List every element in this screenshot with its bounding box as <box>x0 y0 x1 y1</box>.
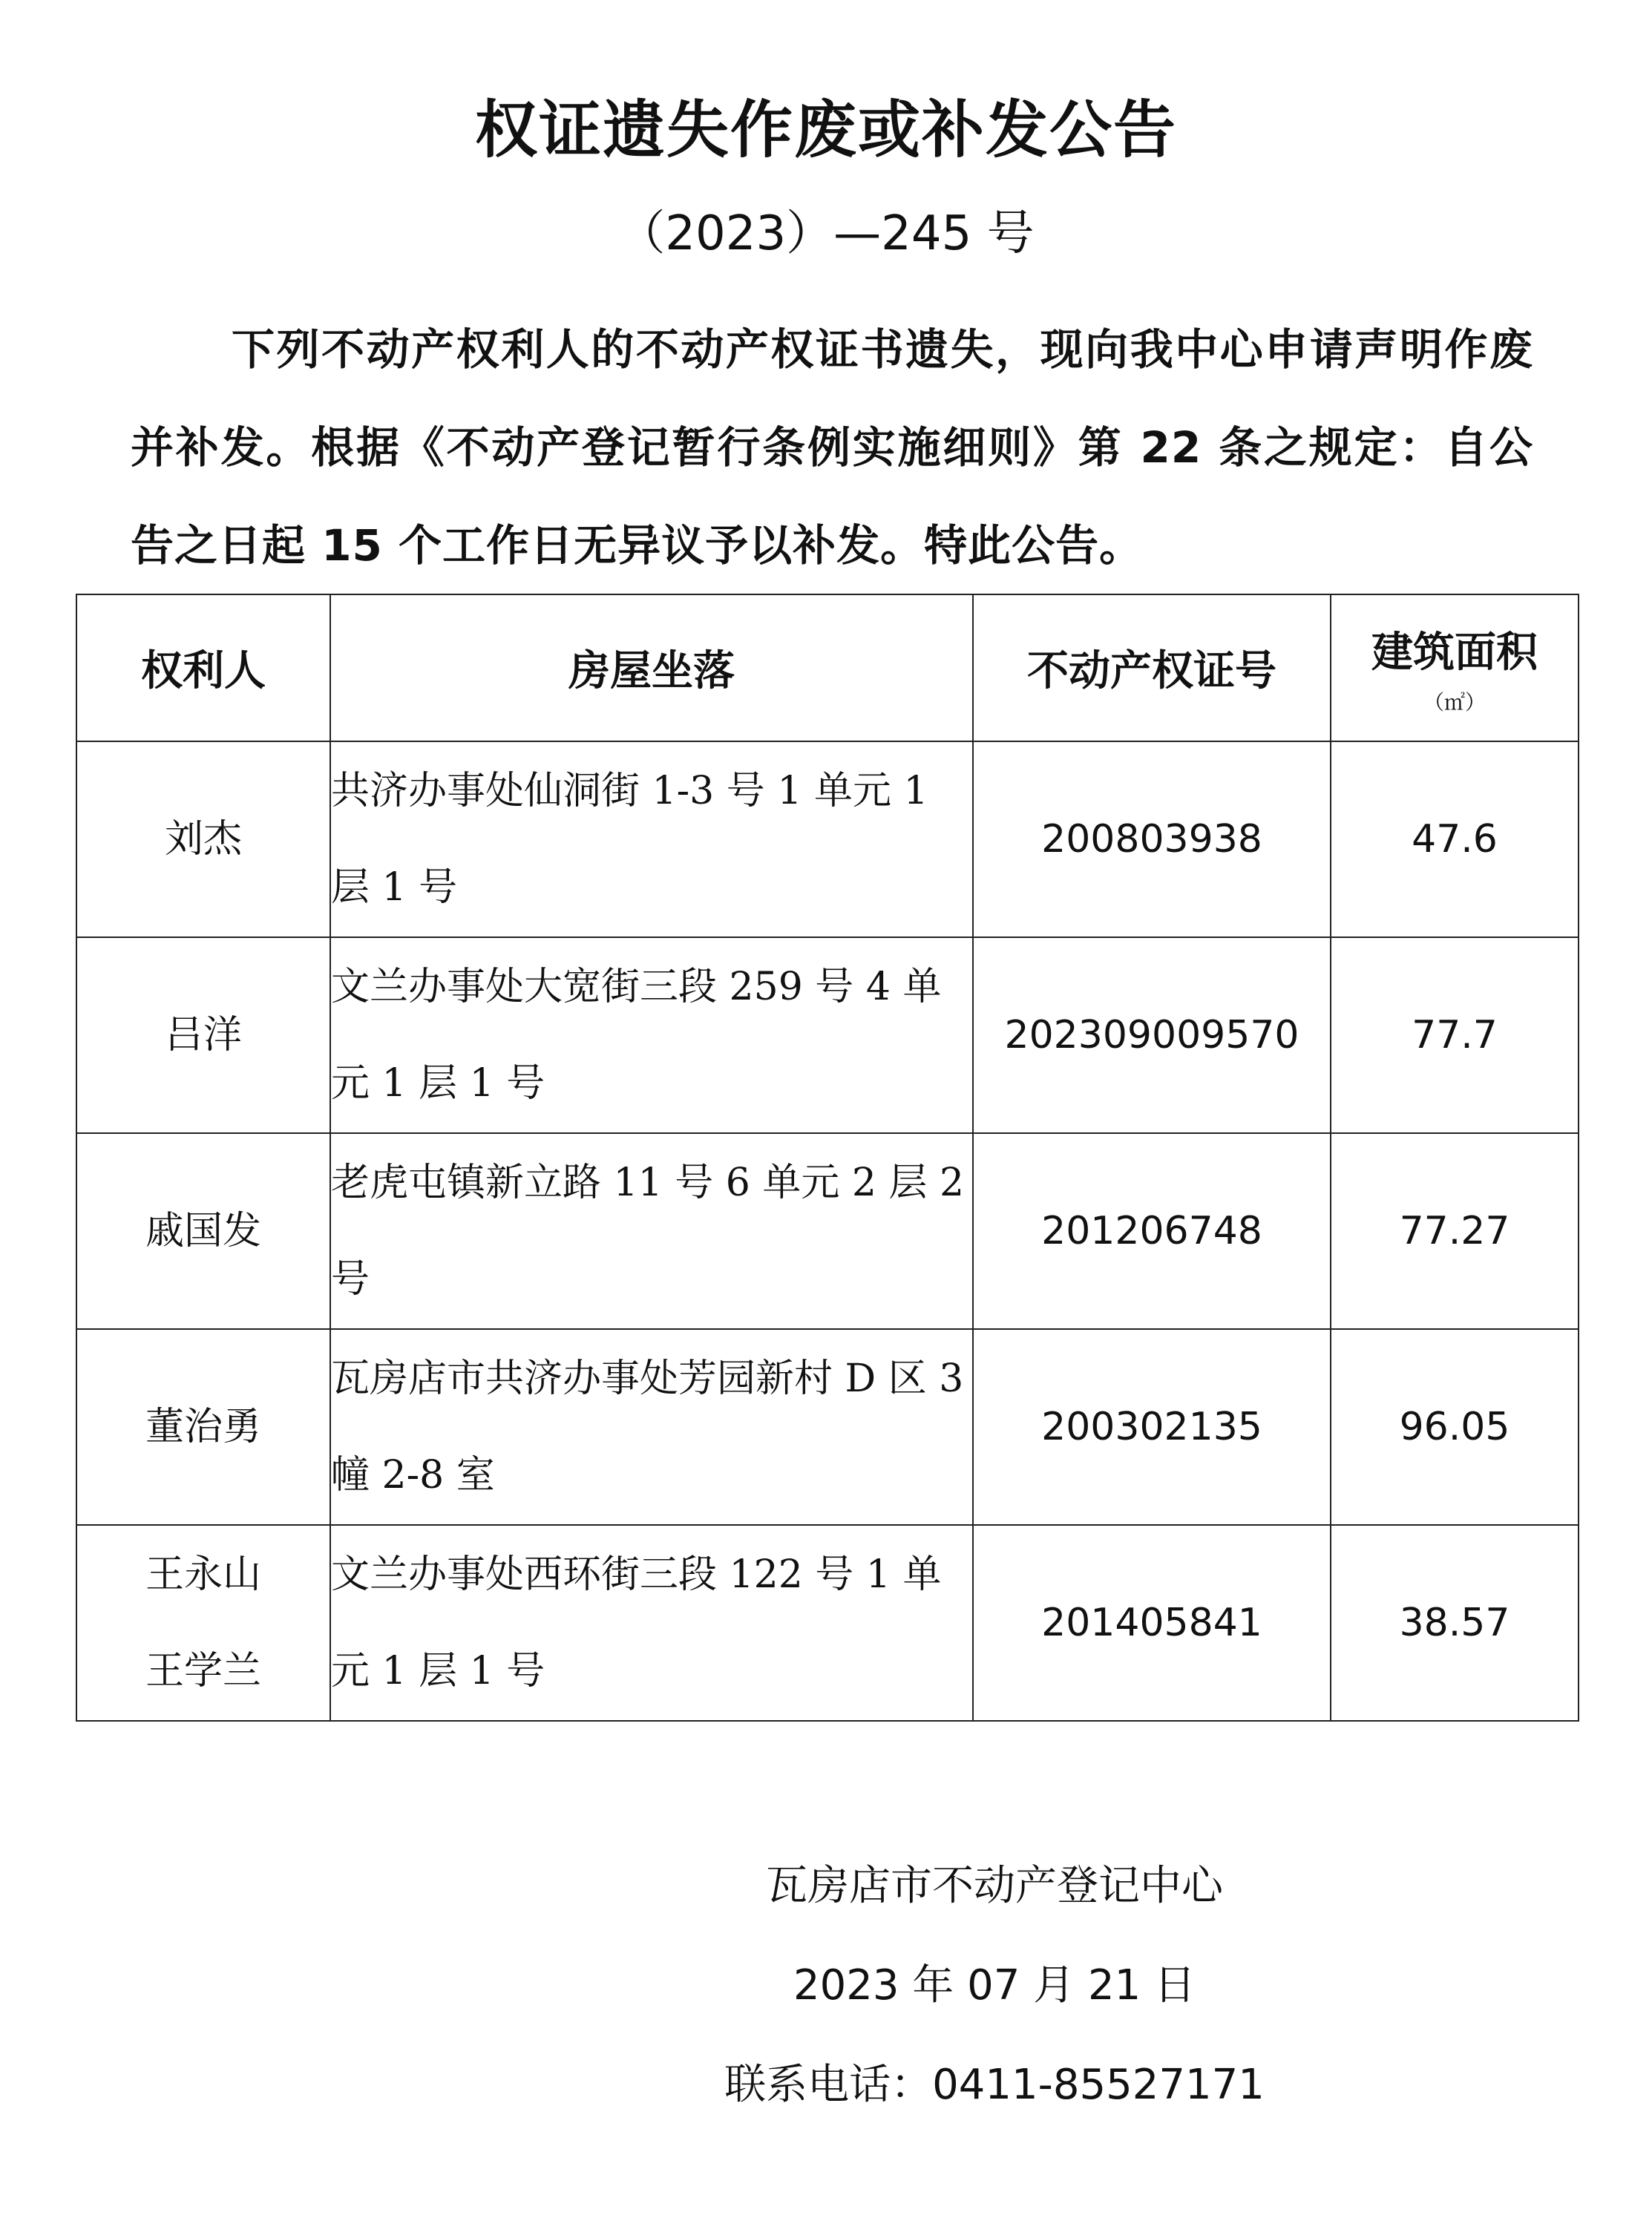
holder-cell <box>76 741 330 937</box>
records-table <box>76 594 1579 1722</box>
header-cert-no: 不动产权证号 <box>973 594 1331 741</box>
holder-name: 戚国发 <box>145 1209 261 1253</box>
cert-no-cell: 201206748 <box>973 1133 1331 1329</box>
holder-cell <box>76 937 330 1133</box>
holder-cell <box>76 1329 330 1525</box>
header-area-unit: （㎡） <box>1423 690 1486 715</box>
table-row <box>76 741 1579 937</box>
location-cell: 文兰办事处西环街三段 122 号 1 单元 1 层 1 号 <box>330 1525 973 1721</box>
holder-name: 董治勇 <box>145 1405 261 1449</box>
table-row <box>76 1329 1579 1525</box>
cert-no-cell: 201405841 <box>973 1525 1331 1721</box>
location-cell: 瓦房店市共济办事处芳园新村 D 区 3 幢 2-8 室 <box>330 1329 973 1525</box>
area-cell: 77.7 <box>1331 937 1579 1133</box>
issuing-organization: 瓦房店市不动产登记中心 <box>766 1862 1223 1910</box>
cert-no-cell: 200302135 <box>973 1329 1331 1525</box>
header-holder: 权利人 <box>76 594 330 741</box>
header-area-label: 建筑面积 <box>1371 629 1538 677</box>
cert-no-cell: 202309009570 <box>973 937 1331 1133</box>
holder-name: 王永山 <box>145 1552 261 1597</box>
cert-no-cell: 200803938 <box>973 741 1331 937</box>
holder-name: 王学兰 <box>145 1649 261 1693</box>
location-cell: 文兰办事处大宽街三段 259 号 4 单元 1 层 1 号 <box>330 937 973 1133</box>
location-cell: 共济办事处仙洞街 1-3 号 1 单元 1 层 1 号 <box>330 741 973 937</box>
holder-name: 刘杰 <box>164 817 242 862</box>
location-cell: 老虎屯镇新立路 11 号 6 单元 2 层 2 号 <box>330 1133 973 1329</box>
notice-number: （2023）—245 号 <box>617 206 1035 261</box>
table-row <box>76 937 1579 1133</box>
area-cell: 77.27 <box>1331 1133 1579 1329</box>
area-cell: 47.6 <box>1331 741 1579 937</box>
holder-name: 吕洋 <box>164 1013 242 1057</box>
table-header-row <box>76 594 1579 741</box>
holder-cell <box>76 1133 330 1329</box>
header-location: 房屋坐落 <box>330 594 973 741</box>
header-area <box>1331 594 1579 741</box>
area-cell: 38.57 <box>1331 1525 1579 1721</box>
notice-title: 权证遗失作废或补发公告 <box>474 94 1177 166</box>
area-cell: 96.05 <box>1331 1329 1579 1525</box>
table-row <box>76 1133 1579 1329</box>
notice-body: 下列不动产权利人的不动产权证书遗失，现向我中心申请声明作废并补发。根据《不动产登记暂行条例实施细则》第 22 条之规定：自公告之日起 15 个工作日无异议予以补发。特此公告。 <box>131 324 1533 571</box>
table-row <box>76 1525 1579 1721</box>
issue-date: 2023 年 07 月 21 日 <box>793 1961 1196 2010</box>
holder-cell <box>76 1525 330 1721</box>
contact-phone: 联系电话：0411-85527171 <box>724 2061 1265 2109</box>
